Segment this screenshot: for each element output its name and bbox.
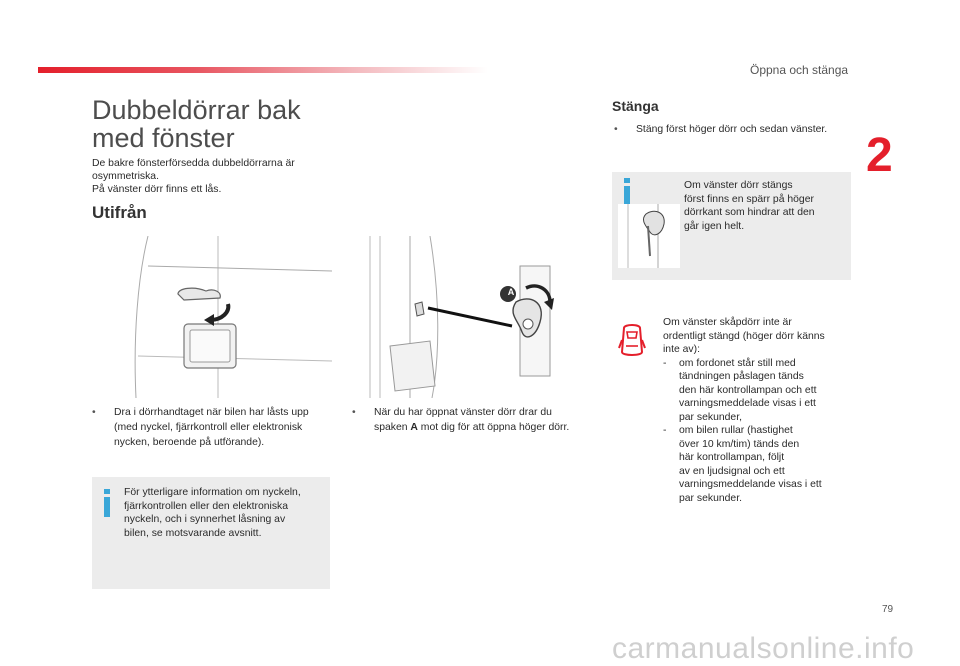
bullet-lever-a: • När du har öppnat vänster dörr drar du spaken A mot dig för att öppna höger dörr. [352, 407, 570, 433]
chapter-number: 2 [866, 129, 893, 182]
lever-a-illustration [350, 236, 566, 398]
header-accent-bar [38, 67, 488, 73]
heading-utifran: Utifrån [92, 203, 147, 222]
warning-item-moving: - om bilen rullar (hastighet över 10 km/tim) tänds den här kontrollampan, följt av en ljudsignal och ett varningsmeddelande visas i ett par sekunder. [663, 425, 822, 504]
info-box-latch: Om vänster dörr stängs först finns en spärr på höger dörrkant som hindrar att den går igen helt. [612, 172, 851, 280]
page-number: 79 [882, 604, 894, 615]
door-handle-illustration [118, 236, 334, 398]
info-icon [104, 497, 110, 517]
bullet-close-order: • Stäng först höger dörr och sedan vänster. [614, 124, 828, 135]
latch-thumbnail [618, 204, 680, 268]
intro-text: De bakre fönsterförsedda dubbeldörrarna är osymmetriska. På vänster dörr finns ett lås. [92, 158, 295, 195]
door-open-warning-icon [618, 322, 646, 358]
warning-item-stationary: - om fordonet står still med tändningen påslagen tänds den här kontrollampan och ett varningsmeddelade visas i ett par sekunder, [663, 357, 817, 423]
info-box-key: För ytterligare information om nyckeln, fjärrkontrollen eller den elektroniska nyckeln, och i synnerhet låsning av bilen, se motsvarande avsnitt. [92, 477, 330, 589]
info-icon [624, 186, 630, 206]
label-a: A [507, 287, 515, 297]
page-title: Dubbeldörrar bak med fönster [92, 95, 301, 153]
warning-text: Om vänster skåpdörr inte är ordentligt stängd (höger dörr känns inte av): - om fordonet står still med tändningen påslagen tänds den här kontrollampan och ett varningsmeddelade visas i ett par sekunder, - om bilen rullar (hastighet över 10 km/tim) tänds den här kontrollampan, följt av en ljudsignal och ett varningsmeddelande visas i ett par sekunder. [663, 316, 853, 505]
watermark: carmanualsonline.info [612, 632, 915, 665]
heading-stanga: Stänga [612, 98, 659, 114]
section-title: Öppna och stänga [750, 63, 849, 77]
bullet-open-handle: • Dra i dörrhandtaget när bilen har låsts upp (med nyckel, fjärrkontroll eller elektronisk nycken, beroende på utförande). [92, 407, 309, 448]
